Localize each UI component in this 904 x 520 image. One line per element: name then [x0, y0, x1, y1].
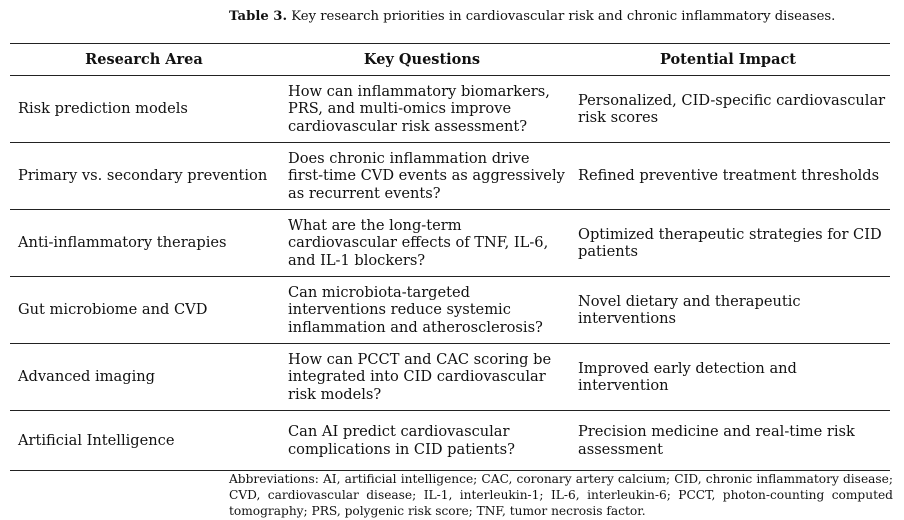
cell-research-area: Advanced imaging	[10, 344, 278, 411]
table-row	[10, 143, 890, 210]
cell-potential-impact: Optimized therapeutic strategies for CID patients	[566, 210, 890, 277]
column-header-potential-impact: Potential Impact	[566, 44, 890, 76]
cell-key-question: Does chronic inflammation drive first-time CVD events as aggressively as recurrent events?	[278, 143, 566, 210]
cell-key-question: How can PCCT and CAC scoring be integrated into CID cardiovascular risk models?	[278, 344, 566, 411]
abbreviations-footnote: Abbreviations: AI, artificial intelligence; CAC, coronary artery calcium; CID, chronic inflammatory disease; CVD, cardiovascular disease; IL-1, interleukin-1; IL-6, interleukin-6; PCCT, photon-counting computed tomography; PRS, polygenic risk score; TNF, tumor necrosis factor.	[229, 472, 893, 518]
cell-research-area: Primary vs. secondary prevention	[10, 143, 278, 210]
cell-research-area: Gut microbiome and CVD	[10, 277, 278, 344]
cell-potential-impact: Personalized, CID-specific cardiovascular risk scores	[566, 76, 890, 143]
table-row	[10, 411, 890, 471]
cell-research-area: Anti-inflammatory therapies	[10, 210, 278, 277]
caption-text: Key research priorities in cardiovascular risk and chronic inflammatory diseases.	[291, 9, 836, 24]
column-header-research-area: Research Area	[10, 44, 278, 76]
caption-label: Table 3.	[229, 9, 288, 24]
cell-potential-impact: Novel dietary and therapeutic interventions	[566, 277, 890, 344]
cell-potential-impact: Precision medicine and real-time risk assessment	[566, 411, 890, 471]
cell-potential-impact: Refined preventive treatment thresholds	[566, 143, 890, 210]
table-row	[10, 210, 890, 277]
cell-key-question: What are the long-term cardiovascular effects of TNF, IL-6, and IL-1 blockers?	[278, 210, 566, 277]
cell-research-area: Risk prediction models	[10, 76, 278, 143]
research-priorities-table	[10, 43, 890, 471]
table-caption	[229, 9, 889, 24]
header-row	[10, 44, 890, 76]
cell-key-question: Can microbiota-targeted interventions reduce systemic inflammation and atherosclerosis?	[278, 277, 566, 344]
cell-key-question: Can AI predict cardiovascular complications in CID patients?	[278, 411, 566, 471]
table-row	[10, 76, 890, 143]
table-row	[10, 277, 890, 344]
column-header-key-questions: Key Questions	[278, 44, 566, 76]
cell-key-question: How can inflammatory biomarkers, PRS, and multi-omics improve cardiovascular risk assessment?	[278, 76, 566, 143]
table-row	[10, 344, 890, 411]
cell-potential-impact: Improved early detection and intervention	[566, 344, 890, 411]
cell-research-area: Artificial Intelligence	[10, 411, 278, 471]
